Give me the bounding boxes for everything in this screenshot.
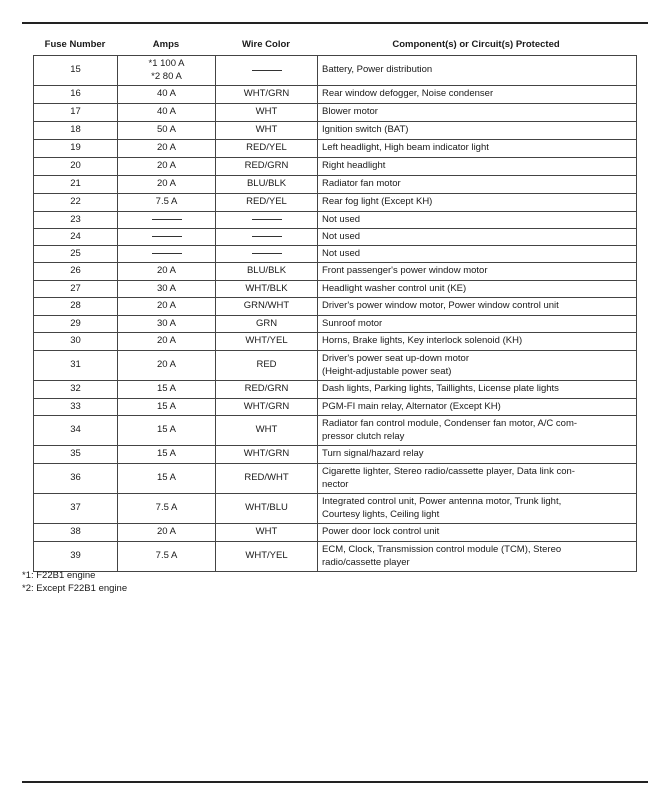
component-text: radio/cassette player xyxy=(322,556,410,568)
amps-cell xyxy=(118,263,216,281)
fuse-number: 25 xyxy=(70,247,81,259)
wire-color: RED/GRN xyxy=(244,383,289,395)
fuse-number: 17 xyxy=(70,106,81,118)
table-row xyxy=(34,542,637,572)
component-text: Cigarette lighter, Stereo radio/cassette player, Data link con- xyxy=(322,466,575,477)
amps-value: 40 A xyxy=(156,106,177,118)
fuse-number: 16 xyxy=(70,88,81,100)
amps-value: 15 A xyxy=(156,472,177,484)
component-cell xyxy=(318,333,637,351)
wire-color: BLU/BLK xyxy=(246,265,287,277)
wire-color-cell xyxy=(216,416,318,446)
fuse-number-cell xyxy=(34,140,118,158)
fuse-number-cell xyxy=(34,381,118,399)
wire-blank-dash xyxy=(252,219,282,220)
table-row xyxy=(34,56,637,86)
fuse-number-cell xyxy=(34,229,118,246)
table-row xyxy=(34,158,637,176)
fuse-number: 24 xyxy=(70,230,81,242)
component-cell xyxy=(318,416,637,446)
component-text: Rear window defogger, Noise condenser xyxy=(322,88,494,100)
fuse-number: 26 xyxy=(70,265,81,277)
table-row xyxy=(34,122,637,140)
component-text: Integrated control unit, Power antenna motor, Trunk light, xyxy=(322,496,562,507)
wire-color-cell xyxy=(216,122,318,140)
wire-blank-dash xyxy=(252,70,282,71)
amps-value: 50 A xyxy=(156,124,177,136)
wire-color: WHT xyxy=(255,424,278,436)
fuse-number-cell xyxy=(34,104,118,122)
component-cell xyxy=(318,524,637,542)
amps-cell xyxy=(118,333,216,351)
table-row xyxy=(34,140,637,158)
component-text: PGM-FI main relay, Alternator (Except KH) xyxy=(322,400,501,412)
wire-color: RED/YEL xyxy=(246,142,287,154)
amps-cell xyxy=(118,176,216,194)
table-row xyxy=(34,494,637,524)
wire-color-cell xyxy=(216,104,318,122)
table-row xyxy=(34,212,637,229)
fuse-number: 29 xyxy=(70,317,81,329)
amps-value: 15 A xyxy=(156,400,177,412)
wire-color-cell xyxy=(216,194,318,212)
component-text: nector xyxy=(322,478,349,490)
amps-value: 20 A xyxy=(156,359,177,371)
amps-cell xyxy=(118,524,216,542)
amps-cell xyxy=(118,281,216,298)
wire-color: WHT/GRN xyxy=(243,400,290,412)
wire-blank-dash xyxy=(252,253,282,254)
table-row xyxy=(34,399,637,416)
component-cell xyxy=(318,281,637,298)
amps-value: 20 A xyxy=(156,335,177,347)
amps-value: 15 A xyxy=(156,424,177,436)
wire-color: RED/YEL xyxy=(246,196,287,208)
wire-color-cell xyxy=(216,333,318,351)
component-text: Not used xyxy=(322,247,361,259)
wire-color: BLU/BLK xyxy=(246,178,287,190)
wire-color-cell xyxy=(216,56,318,86)
fuse-number: 20 xyxy=(70,160,81,172)
wire-color-cell xyxy=(216,494,318,524)
component-cell xyxy=(318,446,637,464)
fuse-number: 18 xyxy=(70,124,81,136)
amps-value: 40 A xyxy=(156,88,177,100)
amps-cell xyxy=(118,381,216,399)
amps-cell xyxy=(118,246,216,263)
fuse-number-cell xyxy=(34,542,118,572)
component-text: ECM, Clock, Transmission control module (TCM), Stereo xyxy=(322,544,562,555)
table-header xyxy=(0,39,656,53)
component-cell xyxy=(318,122,637,140)
fuse-number-cell xyxy=(34,351,118,381)
fuse-table-body xyxy=(34,56,637,572)
header-component: Component(s) or Circuit(s) Protected xyxy=(392,39,560,50)
fuse-number-cell xyxy=(34,494,118,524)
fuse-number: 30 xyxy=(70,335,81,347)
wire-color-cell xyxy=(216,399,318,416)
wire-color-cell xyxy=(216,524,318,542)
wire-color-cell xyxy=(216,212,318,229)
component-text: Not used xyxy=(322,213,361,225)
amps-value: 15 A xyxy=(156,383,177,395)
amps-value: 20 A xyxy=(156,526,177,538)
footnotes xyxy=(22,569,127,595)
wire-color: WHT/YEL xyxy=(245,335,288,347)
amps-cell xyxy=(118,351,216,381)
component-text: Horns, Brake lights, Key interlock solenoid (KH) xyxy=(322,335,523,347)
fuse-number-cell xyxy=(34,464,118,494)
component-text: Turn signal/hazard relay xyxy=(322,448,424,460)
table-row xyxy=(34,281,637,298)
wire-color-cell xyxy=(216,351,318,381)
table-row xyxy=(34,333,637,351)
fuse-number: 36 xyxy=(70,472,81,484)
fuse-number: 38 xyxy=(70,526,81,538)
component-text: Driver's power seat up-down motor xyxy=(322,353,470,364)
wire-color: WHT xyxy=(255,526,278,538)
component-cell xyxy=(318,56,637,86)
amps-cell xyxy=(118,122,216,140)
component-text: Courtesy lights, Ceiling light xyxy=(322,508,440,520)
fuse-number-cell xyxy=(34,246,118,263)
wire-color: RED/WHT xyxy=(244,472,289,484)
header-wire-color: Wire Color xyxy=(242,39,290,50)
component-cell xyxy=(318,298,637,316)
amps-value: 30 A xyxy=(156,317,177,329)
component-text: (Height-adjustable power seat) xyxy=(322,365,452,377)
component-text: Not used xyxy=(322,230,361,242)
wire-color-cell xyxy=(216,176,318,194)
amps-cell xyxy=(118,86,216,104)
component-text: Radiator fan motor xyxy=(322,178,401,190)
wire-color-cell xyxy=(216,281,318,298)
footnote-1: *1: F22B1 engine xyxy=(22,570,96,581)
component-text: Dash lights, Parking lights, Taillights, License plate lights xyxy=(322,383,559,395)
header-amps: Amps xyxy=(152,39,180,50)
wire-color-cell xyxy=(216,86,318,104)
component-cell xyxy=(318,316,637,333)
wire-color: WHT/BLU xyxy=(245,502,288,514)
bottom-rule xyxy=(22,781,648,783)
amps-blank-dash xyxy=(152,219,182,220)
wire-color-cell xyxy=(216,263,318,281)
amps-value: 7.5 A xyxy=(155,196,178,208)
table-row xyxy=(34,316,637,333)
table-row xyxy=(34,263,637,281)
amps-value: 30 A xyxy=(156,282,177,294)
amps-blank-dash xyxy=(152,236,182,237)
amps-cell xyxy=(118,212,216,229)
amps-cell xyxy=(118,158,216,176)
amps-value: 20 A xyxy=(156,178,177,190)
component-text: Power door lock control unit xyxy=(322,526,440,538)
wire-color: WHT xyxy=(255,106,278,118)
amps-value: *1 100 A xyxy=(148,58,185,69)
amps-cell xyxy=(118,298,216,316)
component-text: Ignition switch (BAT) xyxy=(322,124,409,136)
fuse-number-cell xyxy=(34,86,118,104)
fuse-number: 37 xyxy=(70,502,81,514)
table-row xyxy=(34,86,637,104)
fuse-number-cell xyxy=(34,176,118,194)
component-cell xyxy=(318,86,637,104)
wire-color-cell xyxy=(216,140,318,158)
wire-color-cell xyxy=(216,298,318,316)
table-row xyxy=(34,416,637,446)
wire-color-cell xyxy=(216,229,318,246)
amps-cell xyxy=(118,399,216,416)
wire-color-cell xyxy=(216,464,318,494)
fuse-number: 21 xyxy=(70,178,81,190)
fuse-number-cell xyxy=(34,316,118,333)
component-cell xyxy=(318,194,637,212)
fuse-number: 31 xyxy=(70,359,81,371)
wire-color-cell xyxy=(216,316,318,333)
component-cell xyxy=(318,212,637,229)
fuse-number-cell xyxy=(34,446,118,464)
amps-value: 20 A xyxy=(156,300,177,312)
amps-value: 20 A xyxy=(156,160,177,172)
component-text: Headlight washer control unit (KE) xyxy=(322,282,467,294)
fuse-number-cell xyxy=(34,158,118,176)
component-text: Right headlight xyxy=(322,160,386,172)
amps-blank-dash xyxy=(152,253,182,254)
component-cell xyxy=(318,381,637,399)
amps-cell xyxy=(118,464,216,494)
component-cell xyxy=(318,494,637,524)
amps-cell xyxy=(118,316,216,333)
fuse-number: 27 xyxy=(70,282,81,294)
component-text: Blower motor xyxy=(322,106,378,118)
wire-color-cell xyxy=(216,381,318,399)
fuse-number-cell xyxy=(34,399,118,416)
component-cell xyxy=(318,351,637,381)
wire-color-cell xyxy=(216,446,318,464)
amps-cell xyxy=(118,140,216,158)
component-text: Radiator fan control module, Condenser fan motor, A/C com- xyxy=(322,418,578,429)
fuse-number: 23 xyxy=(70,213,81,225)
amps-value: 20 A xyxy=(156,142,177,154)
wire-blank-dash xyxy=(252,236,282,237)
amps-cell xyxy=(118,542,216,572)
table-row xyxy=(34,381,637,399)
top-rule xyxy=(22,22,648,24)
wire-color: GRN/WHT xyxy=(243,300,290,312)
component-text: Battery, Power distribution xyxy=(322,64,433,76)
table-row xyxy=(34,246,637,263)
component-cell xyxy=(318,104,637,122)
fuse-number-cell xyxy=(34,212,118,229)
fuse-table xyxy=(33,55,637,572)
table-row xyxy=(34,194,637,212)
wire-color: WHT xyxy=(255,124,278,136)
table-row xyxy=(34,351,637,381)
amps-value: 15 A xyxy=(156,448,177,460)
wire-color-cell xyxy=(216,158,318,176)
amps-cell xyxy=(118,194,216,212)
fuse-number: 35 xyxy=(70,448,81,460)
fuse-number: 15 xyxy=(70,64,81,76)
amps-cell xyxy=(118,229,216,246)
amps-cell xyxy=(118,446,216,464)
component-cell xyxy=(318,263,637,281)
fuse-number-cell xyxy=(34,281,118,298)
table-row xyxy=(34,446,637,464)
wire-color: RED/GRN xyxy=(244,160,289,172)
fuse-number: 19 xyxy=(70,142,81,154)
amps-value: 7.5 A xyxy=(155,550,178,562)
fuse-number: 33 xyxy=(70,400,81,412)
wire-color: GRN xyxy=(255,317,278,329)
table-row xyxy=(34,298,637,316)
fuse-number: 32 xyxy=(70,383,81,395)
table-row xyxy=(34,176,637,194)
component-cell xyxy=(318,246,637,263)
amps-cell xyxy=(118,416,216,446)
wire-color-cell xyxy=(216,542,318,572)
component-cell xyxy=(318,158,637,176)
amps-cell xyxy=(118,56,216,86)
fuse-number-cell xyxy=(34,263,118,281)
amps-value: 20 A xyxy=(156,265,177,277)
table-row xyxy=(34,104,637,122)
component-text: Left headlight, High beam indicator light xyxy=(322,142,489,154)
component-cell xyxy=(318,464,637,494)
component-text: Sunroof motor xyxy=(322,317,383,329)
component-text: pressor clutch relay xyxy=(322,430,405,442)
amps-value: 7.5 A xyxy=(155,502,178,514)
component-cell xyxy=(318,140,637,158)
amps-cell xyxy=(118,104,216,122)
wire-color: WHT/GRN xyxy=(243,448,290,460)
component-cell xyxy=(318,542,637,572)
table-row xyxy=(34,524,637,542)
fuse-number-cell xyxy=(34,56,118,86)
component-cell xyxy=(318,399,637,416)
fuse-number-cell xyxy=(34,298,118,316)
fuse-number-cell xyxy=(34,524,118,542)
footnote-2: *2: Except F22B1 engine xyxy=(22,583,128,594)
component-text: Front passenger's power window motor xyxy=(322,265,488,277)
component-text: Driver's power window motor, Power window control unit xyxy=(322,300,559,312)
header-fuse-number: Fuse Number xyxy=(44,39,106,50)
wire-color: RED xyxy=(256,359,277,371)
amps-cell xyxy=(118,494,216,524)
component-cell xyxy=(318,229,637,246)
fuse-number: 22 xyxy=(70,196,81,208)
wire-color: WHT/GRN xyxy=(243,88,290,100)
fuse-number: 28 xyxy=(70,300,81,312)
fuse-number-cell xyxy=(34,194,118,212)
fuse-number-cell xyxy=(34,333,118,351)
table-row xyxy=(34,464,637,494)
component-text: Rear fog light (Except KH) xyxy=(322,196,433,208)
amps-value: *2 80 A xyxy=(151,70,182,82)
fuse-number: 39 xyxy=(70,550,81,562)
component-cell xyxy=(318,176,637,194)
wire-color: WHT/YEL xyxy=(245,550,288,562)
fuse-number: 34 xyxy=(70,424,81,436)
table-row xyxy=(34,229,637,246)
fuse-number-cell xyxy=(34,416,118,446)
wire-color-cell xyxy=(216,246,318,263)
wire-color: WHT/BLK xyxy=(245,282,288,294)
fuse-number-cell xyxy=(34,122,118,140)
